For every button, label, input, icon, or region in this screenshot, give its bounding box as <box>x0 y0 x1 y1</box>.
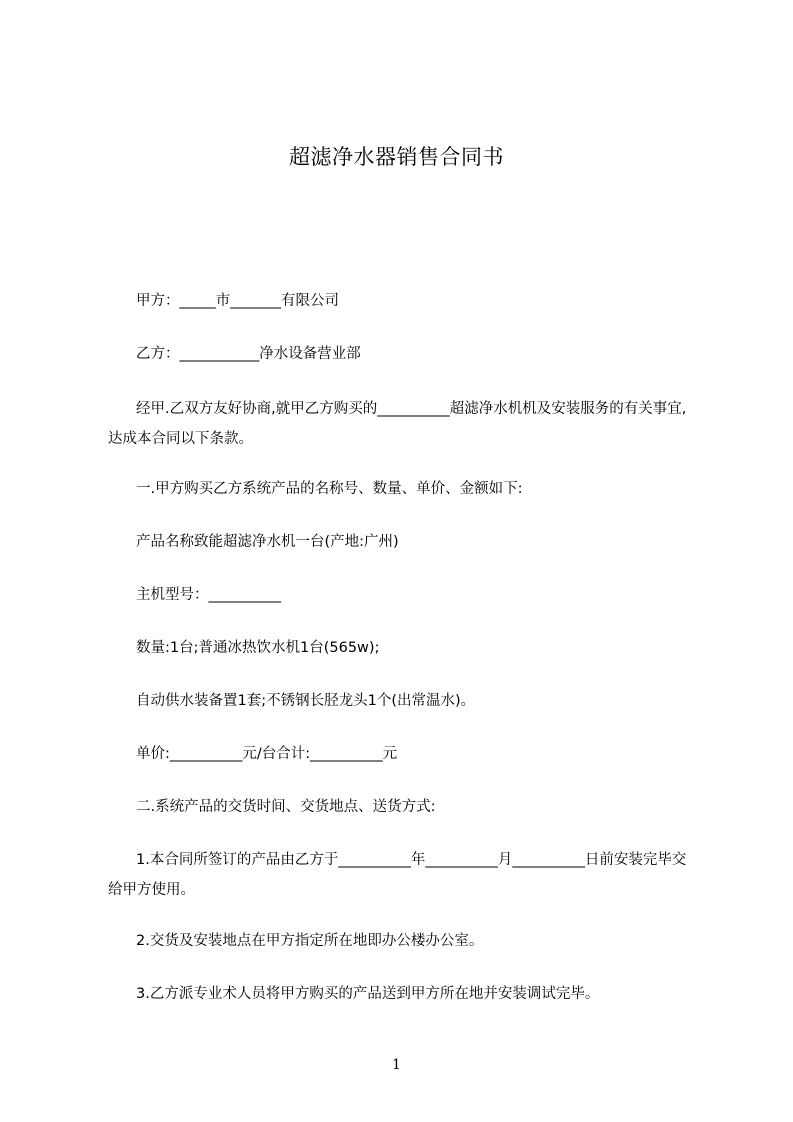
host-model-line: 主机型号：__________ <box>136 587 281 603</box>
delivery-item-2: 2.交货及安装地点在甲方指定所在地即办公楼办公室。 <box>136 933 484 949</box>
quantity-line: 数量:1台;普通冰热饮水机1台(565w); <box>136 640 380 656</box>
product-name-line: 产品名称致能超滤净水机一台(产地:广州) <box>136 534 399 550</box>
section-2-heading: 二.系统产品的交货时间、交货地点、送货方式: <box>136 799 436 815</box>
section-1-heading: 一.甲方购买乙方系统产品的名称号、数量、单价、金额如下: <box>136 481 523 497</box>
delivery-item-1: 1.本合同所签订的产品由乙方于__________年__________月__________日前安装完毕交给甲方使用。 <box>108 852 687 898</box>
intro-paragraph: 经甲.乙双方友好协商,就甲乙方购买的__________超滤净水机机及安装服务的有关事宜,达成本合同以下条款。 <box>108 401 687 447</box>
party-a-line: 甲方：_____市_______有限公司 <box>136 293 339 309</box>
delivery-item-3: 3.乙方派专业术人员将甲方购买的产品送到甲方所在地并安装调试完毕。 <box>136 986 600 1002</box>
page-number: 1 <box>392 1057 401 1073</box>
unit-price-line: 单价:__________元/台合计:__________元 <box>136 746 398 762</box>
water-supply-line: 自动供水装备置1套;不锈钢长胫龙头1个(出常温水)。 <box>136 693 476 709</box>
party-b-line: 乙方：___________净水设备营业部 <box>136 346 361 362</box>
document-title: 超滤净水器销售合同书 <box>289 145 504 169</box>
